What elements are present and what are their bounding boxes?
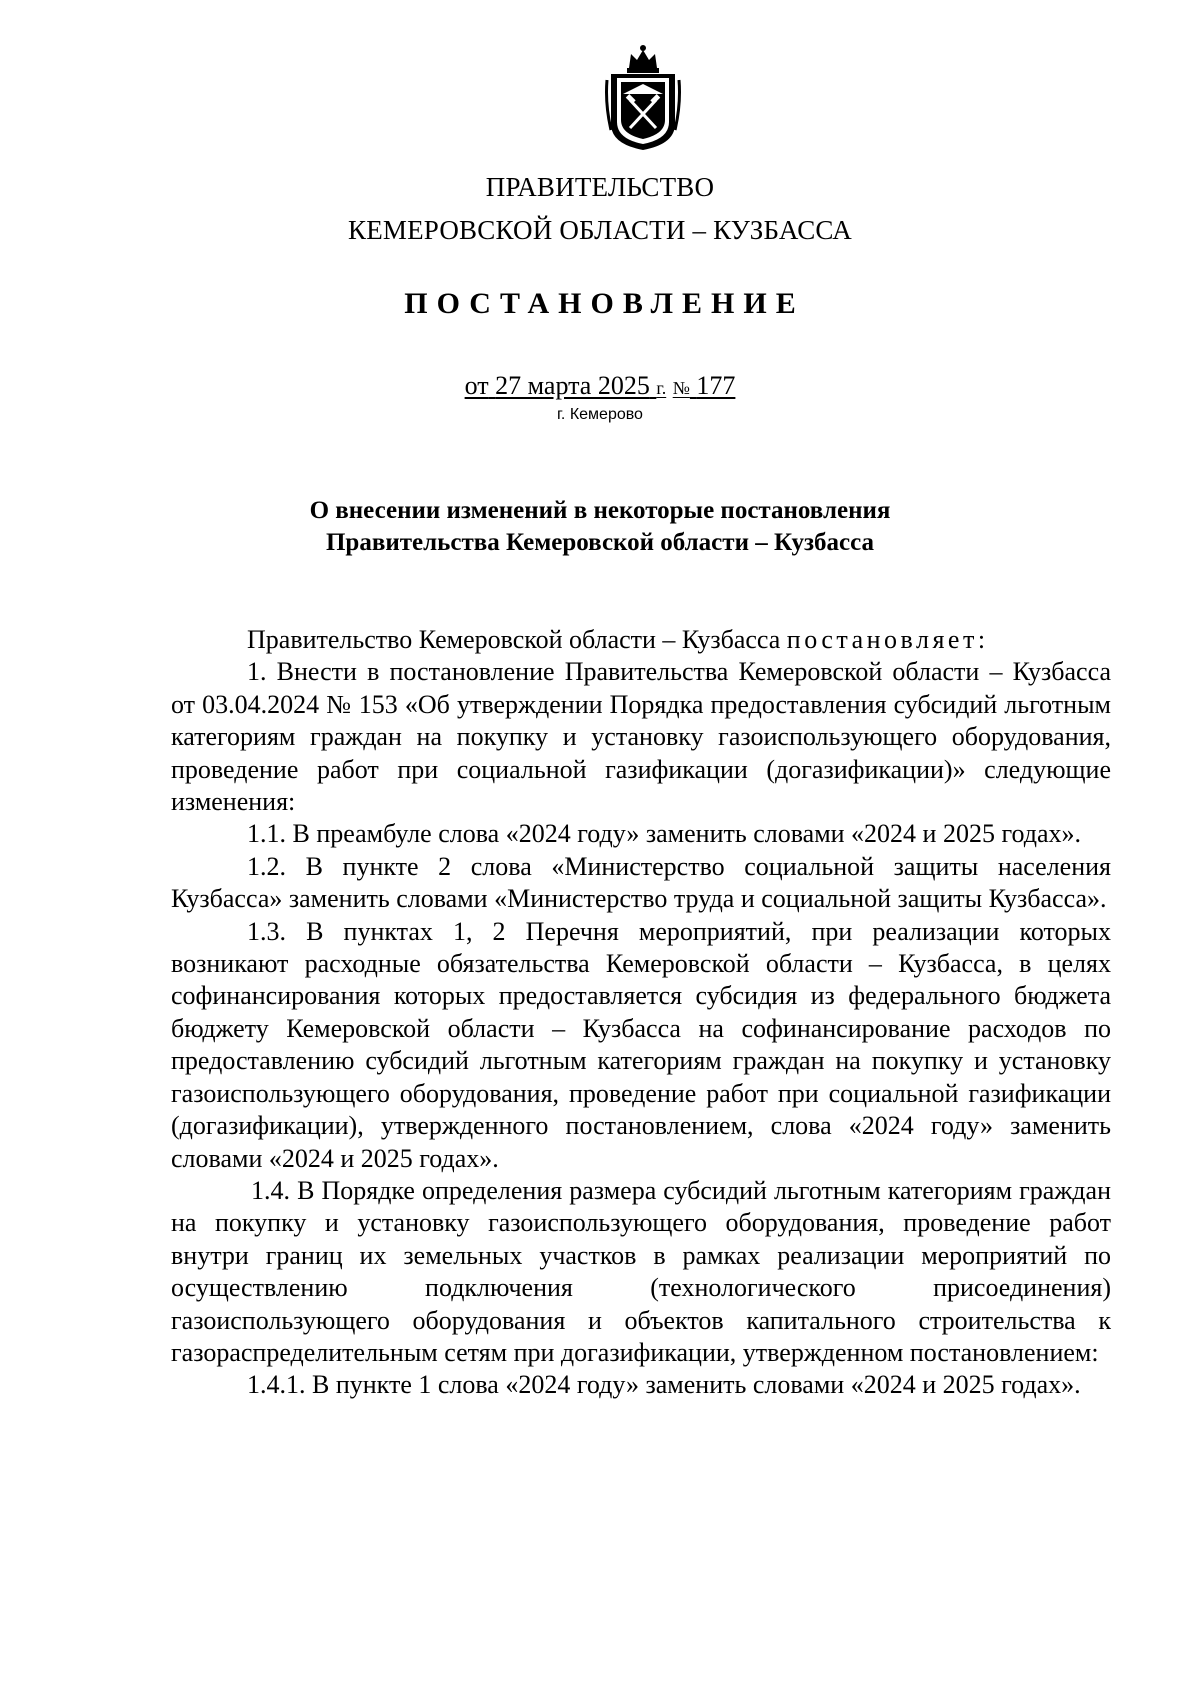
preamble-text: Правительство Кемеровской области – Кузбасса: [247, 625, 787, 654]
document-type-title: ПОСТАНОВЛЕНИЕ: [404, 287, 805, 320]
government-name-line1: ПРАВИТЕЛЬСТВО: [485, 172, 715, 202]
paragraph-1-3: 1.3. В пунктах 1, 2 Перечня мероприятий, при реализации которых возникают расходные обязательства Кемеровской области – Кузбасса, в целях софинансирования которых предоставляется субсидия из федерального бюджета бюджету Кемеровской области – Кузбасса на софинансирование расходов по предоставлению субсидий льготным категориям граждан на покупку и установку газоиспользующего оборудования, проведение работ при социальной газификации (догазификации), утвержденного постановлением, слова «2024 году» заменить словами «2024 и 2025 годах».: [171, 916, 1111, 1173]
document-subject: [0, 495, 1200, 559]
paragraph-1-2: 1.2. В пункте 2 слова «Министерство социальной защиты населения Кузбасса» заменить словами «Министерство труда и социальной защиты Кузбасса».: [171, 851, 1111, 914]
preamble-colon: :: [977, 625, 986, 654]
document-body: [171, 624, 1111, 1402]
subject-line2: Правительства Кемеровской области – Кузбасса: [325, 529, 875, 556]
subject-line1: О внесении изменений в некоторые постановления: [309, 497, 891, 524]
date-prefix: от: [464, 371, 489, 400]
preamble-paragraph: [171, 624, 1111, 656]
paragraph-1-4: 1.4. В Порядке определения размера субсидий льготным категориям граждан на покупку и установку газоиспользующего оборудования, проведение работ внутри границ их земельных участков в рамках реализации мероприятий по осуществлению подключения (технологического присоединения) газоиспользующего оборудования и объектов капитального строительства к газораспределительным сетям при догазификации, утвержденном постановлением:: [171, 1175, 1111, 1367]
government-name-line2: КЕМЕРОВСКОЙ ОБЛАСТИ – КУЗБАССА: [348, 215, 852, 245]
coat-of-arms-emblem: [603, 44, 683, 152]
number-sign: №: [672, 378, 690, 398]
year-suffix: г.: [656, 378, 667, 398]
document-number: 177: [696, 371, 736, 400]
paragraph-1-1: 1.1. В преамбуле слова «2024 году» заменить словами «2024 и 2025 годах».: [247, 819, 1082, 849]
document-date-number: [0, 371, 1200, 401]
preamble-decree-word: постановляет: [786, 625, 978, 654]
paragraph-1-4-1: 1.4.1. В пункте 1 слова «2024 году» заменить словами «2024 и 2025 годах».: [247, 1370, 1081, 1400]
document-date: 27 марта 2025: [495, 371, 650, 400]
document-city: г. Кемерово: [557, 406, 643, 423]
paragraph-1: 1. Внести в постановление Правительства Кемеровской области – Кузбасса от 03.04.2024 № 153 «Об утверждении Порядка предоставления субсидий льготным категориям граждан на покупку и установку газоиспользующего оборудования, проведение работ при социальной газификации (догазификации)» следующие изменения:: [171, 657, 1111, 817]
